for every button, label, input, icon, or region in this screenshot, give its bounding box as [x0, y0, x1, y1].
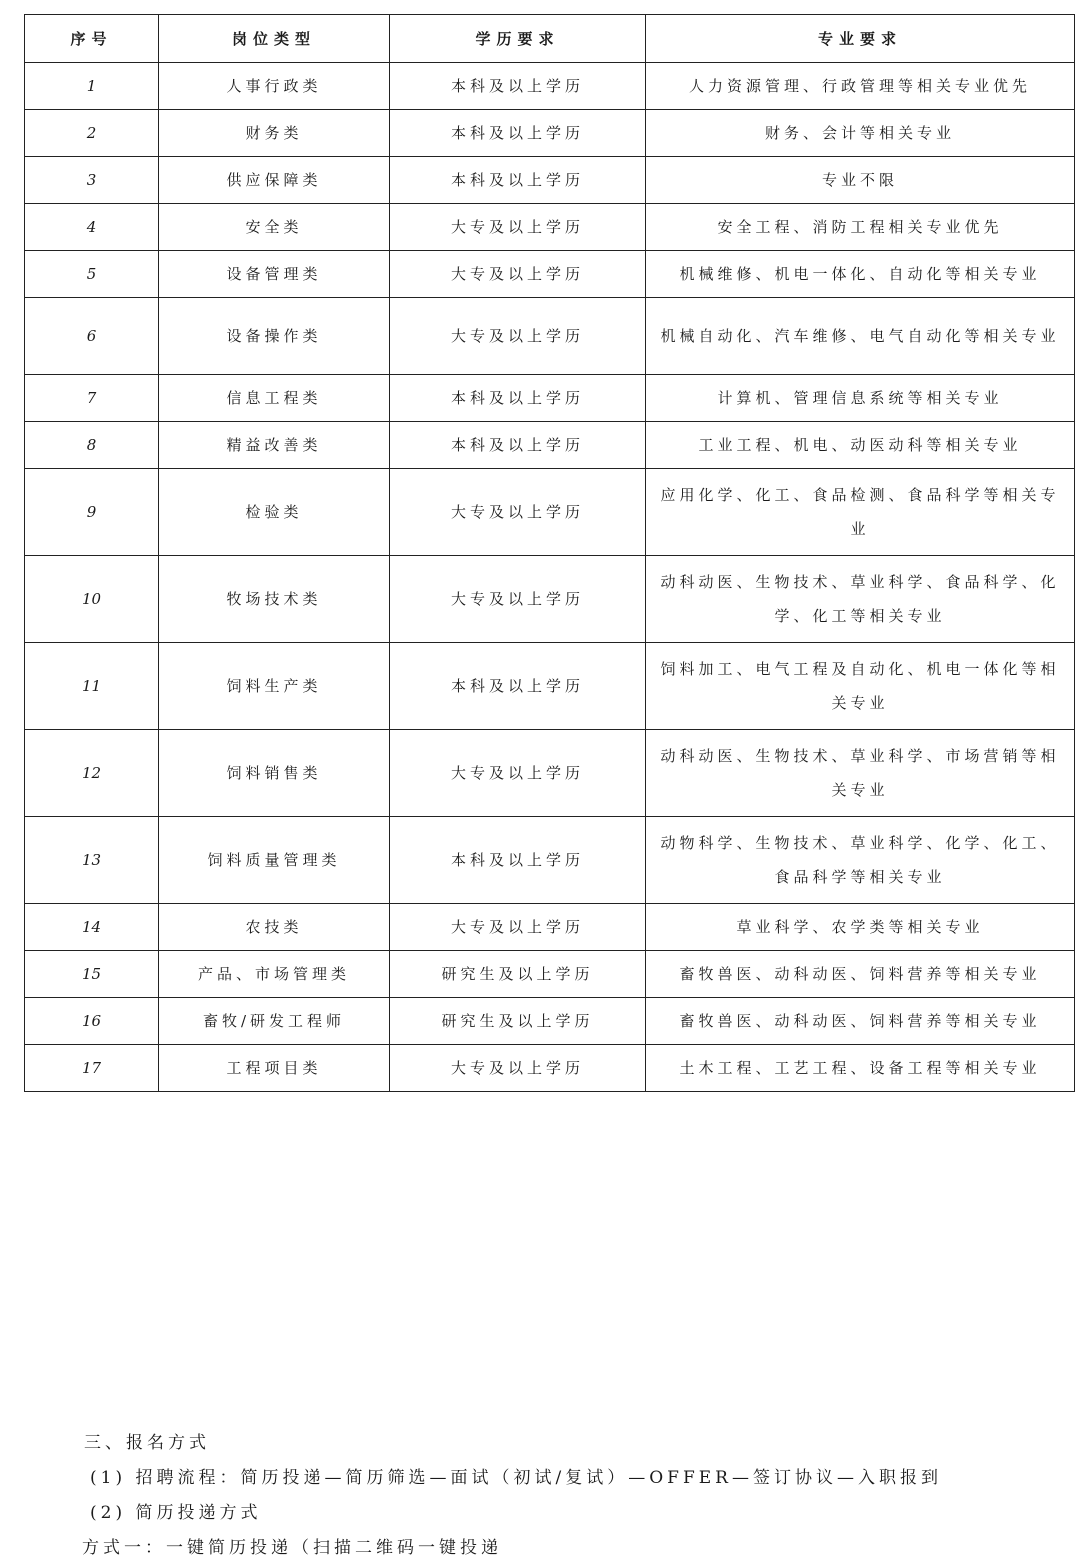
row-no: 17: [25, 1045, 159, 1092]
row-job-type: 人事行政类: [159, 63, 390, 110]
section-heading: 三、报名方式: [84, 1433, 210, 1453]
table-row: [25, 904, 1075, 951]
row-education: 大专及以上学历: [390, 298, 646, 375]
row-job-type: 饲料销售类: [159, 730, 390, 817]
row-no: 7: [25, 375, 159, 422]
row-no: 14: [25, 904, 159, 951]
row-major: 饲料加工、电气工程及自动化、机电一体化等相关专业: [646, 643, 1075, 730]
row-no: 12: [25, 730, 159, 817]
row-no: 5: [25, 251, 159, 298]
row-major: 财务、会计等相关专业: [646, 110, 1075, 157]
row-job-type: 信息工程类: [159, 375, 390, 422]
row-job-type: 产品、市场管理类: [159, 951, 390, 998]
row-no: 13: [25, 817, 159, 904]
row-education: 大专及以上学历: [390, 904, 646, 951]
row-education: 本科及以上学历: [390, 643, 646, 730]
row-no: 6: [25, 298, 159, 375]
row-education: 大专及以上学历: [390, 1045, 646, 1092]
row-major: 土木工程、工艺工程、设备工程等相关专业: [646, 1045, 1075, 1092]
header-job-type: 岗位类型: [159, 15, 390, 63]
row-major: 机械自动化、汽车维修、电气自动化等相关专业: [646, 298, 1075, 375]
row-major: 工业工程、机电、动医动科等相关专业: [646, 422, 1075, 469]
header-major: 专业要求: [646, 15, 1075, 63]
row-no: 8: [25, 422, 159, 469]
row-job-type: 畜牧/研发工程师: [159, 998, 390, 1045]
row-no: 16: [25, 998, 159, 1045]
row-major: 动物科学、生物技术、草业科学、化学、化工、食品科学等相关专业: [646, 817, 1075, 904]
row-job-type: 工程项目类: [159, 1045, 390, 1092]
row-no: 10: [25, 556, 159, 643]
row-education: 本科及以上学历: [390, 422, 646, 469]
table-row: [25, 730, 1075, 817]
row-no: 3: [25, 157, 159, 204]
submission-method-one: 方式一：一键简历投递（扫描二维码一键投递: [82, 1538, 502, 1558]
table-row: [25, 643, 1075, 730]
row-job-type: 设备管理类: [159, 251, 390, 298]
row-major: 动科动医、生物技术、草业科学、市场营销等相关专业: [646, 730, 1075, 817]
table-row: [25, 951, 1075, 998]
row-education: 大专及以上学历: [390, 204, 646, 251]
table-row: [25, 251, 1075, 298]
row-education: 本科及以上学历: [390, 110, 646, 157]
row-no: 2: [25, 110, 159, 157]
row-education: 本科及以上学历: [390, 375, 646, 422]
table-row: [25, 375, 1075, 422]
row-job-type: 供应保障类: [159, 157, 390, 204]
row-education: 本科及以上学历: [390, 817, 646, 904]
row-job-type: 检验类: [159, 469, 390, 556]
table-row: [25, 110, 1075, 157]
row-job-type: 饲料生产类: [159, 643, 390, 730]
row-major: 畜牧兽医、动科动医、饲料营养等相关专业: [646, 998, 1075, 1045]
row-education: 本科及以上学历: [390, 63, 646, 110]
row-education: 研究生及以上学历: [390, 951, 646, 998]
row-major: 应用化学、化工、食品检测、食品科学等相关专业: [646, 469, 1075, 556]
row-major: 动科动医、生物技术、草业科学、食品科学、化学、化工等相关专业: [646, 556, 1075, 643]
table-row: [25, 204, 1075, 251]
table-row: [25, 998, 1075, 1045]
row-job-type: 安全类: [159, 204, 390, 251]
row-no: 9: [25, 469, 159, 556]
row-job-type: 财务类: [159, 110, 390, 157]
row-education: 研究生及以上学历: [390, 998, 646, 1045]
row-job-type: 设备操作类: [159, 298, 390, 375]
table-row: [25, 422, 1075, 469]
row-major: 专业不限: [646, 157, 1075, 204]
row-education: 本科及以上学历: [390, 157, 646, 204]
table-header-row: [25, 15, 1075, 63]
row-major: 安全工程、消防工程相关专业优先: [646, 204, 1075, 251]
row-major: 畜牧兽医、动科动医、饲料营养等相关专业: [646, 951, 1075, 998]
row-no: 11: [25, 643, 159, 730]
table-row: [25, 556, 1075, 643]
job-requirements-table: [24, 14, 1075, 1092]
recruitment-process: (1) 招聘流程：简历投递—简历筛选—面试（初试/复试）—OFFER—签订协议—入职报到: [90, 1468, 942, 1488]
row-education: 大专及以上学历: [390, 251, 646, 298]
row-education: 大专及以上学历: [390, 556, 646, 643]
row-job-type: 饲料质量管理类: [159, 817, 390, 904]
registration-section: [84, 1426, 1044, 1566]
row-job-type: 牧场技术类: [159, 556, 390, 643]
row-education: 大专及以上学历: [390, 730, 646, 817]
row-job-type: 农技类: [159, 904, 390, 951]
row-major: 计算机、管理信息系统等相关专业: [646, 375, 1075, 422]
row-major: 草业科学、农学类等相关专业: [646, 904, 1075, 951]
resume-submission-heading: (2) 简历投递方式: [90, 1503, 262, 1523]
table-row: [25, 817, 1075, 904]
row-no: 4: [25, 204, 159, 251]
table-row: [25, 157, 1075, 204]
row-education: 大专及以上学历: [390, 469, 646, 556]
header-no: 序号: [25, 15, 159, 63]
table-row: [25, 1045, 1075, 1092]
table-row: [25, 298, 1075, 375]
row-no: 15: [25, 951, 159, 998]
table-row: [25, 63, 1075, 110]
table-row: [25, 469, 1075, 556]
row-no: 1: [25, 63, 159, 110]
row-major: 人力资源管理、行政管理等相关专业优先: [646, 63, 1075, 110]
header-education: 学历要求: [390, 15, 646, 63]
row-major: 机械维修、机电一体化、自动化等相关专业: [646, 251, 1075, 298]
row-job-type: 精益改善类: [159, 422, 390, 469]
